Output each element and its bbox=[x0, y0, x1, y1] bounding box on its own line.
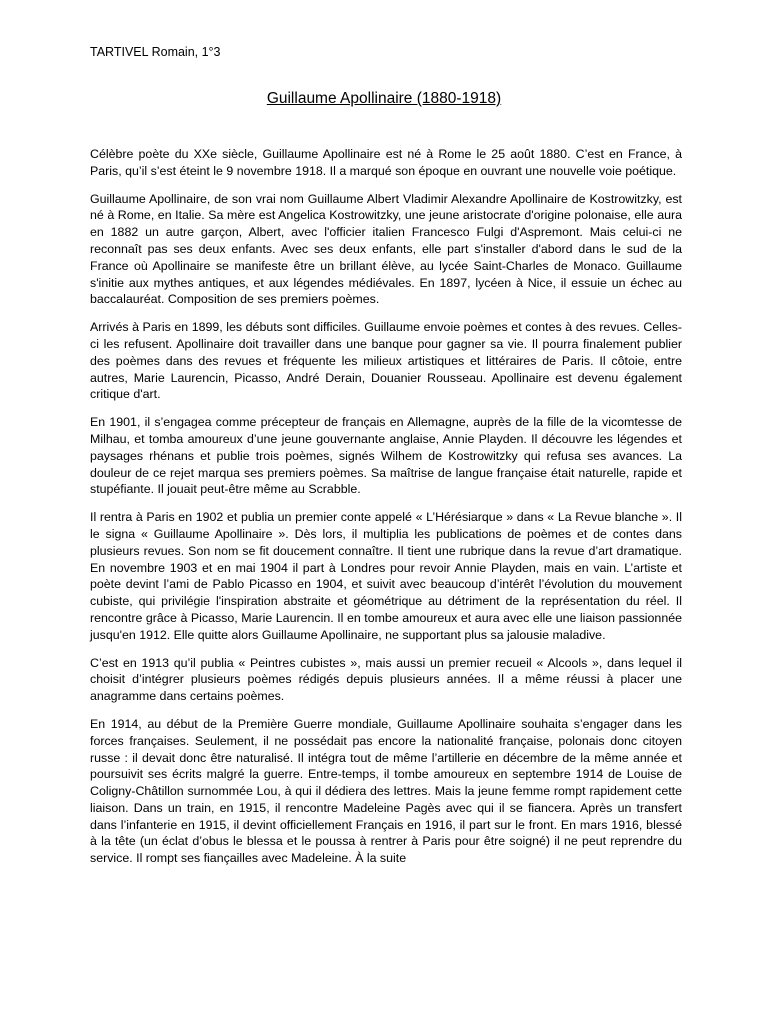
document-title: Guillaume Apollinaire (1880-1918) bbox=[266, 90, 502, 107]
document-body bbox=[90, 146, 682, 878]
author-line: TARTIVEL Romain, 1°3 bbox=[90, 45, 221, 59]
paragraph-origins: Guillaume Apollinaire, de son vrai nom Guillaume Albert Vladimir Alexandre Apollinaire de Kostrowitzky, est né à Rome, en Italie. Sa mère est Angelica Kostrowitzky, une jeune aristocrate d'origine polonaise, elle aura en 1882 un autre garçon, Albert, avec l'officier italien Francesco Fulgi d'Aspremont. Mais celui-ci ne reconnaît pas ses deux enfants. Avec ses deux enfants, elle part s'installer d'abord dans le sud de la France où Apollinaire se manifeste être un brillant élève, au lycée Saint-Charles de Monaco. Guillaume s'initie aux mythes antiques, et aux légendes médiévales. En 1897, lycéen à Nice, il essuie un échec au baccalauréat. Composition de ses premiers poèmes. bbox=[90, 191, 682, 307]
paragraph-paris-arrival: Arrivés à Paris en 1899, les débuts sont difficiles. Guillaume envoie poèmes et contes à des revues. Celles-ci les refusent. Apollinaire doit travailler dans une banque pour gagner sa vie. Il pourra finalement publier des poèmes dans des revues et fréquente les milieux artistiques et littéraires de Paris. Il côtoie, entre autres, Marie Laurencin, Picasso, André Derain, Douanier Rousseau. Apollinaire est devenu également critique d'art. bbox=[90, 320, 682, 402]
paragraph-alcools: C’est en 1913 qu’il publia « Peintres cubistes », mais aussi un premier recueil « Alcools », dans lequel il choisit d’intégrer plusieurs poèmes rédigés depuis plusieurs années. Il a même réussi à placer une anagramme dans certains poèmes. bbox=[90, 655, 682, 704]
paragraph-intro: Célèbre poète du XXe siècle, Guillaume Apollinaire est né à Rome le 25 août 1880. C’est en France, à Paris, qu’il s’est éteint le 9 novembre 1918. Il a marqué son époque en ouvrant une nouvelle voie poétique. bbox=[90, 147, 682, 178]
paragraph-return-paris: Il rentra à Paris en 1902 et publia un premier conte appelé « L’Hérésiarque » dans « La Revue blanche ». Il le signa « Guillaume Apollinaire ». Dès lors, il multiplia les publications de poèmes et de contes dans plusieurs revues. Son nom se fit doucement connaître. Il tient une rubrique dans la revue d’art dramatique. En novembre 1903 et en mai 1904 il part à Londres pour revoir Annie Playden, mais en vain. L’artiste et poète devint l’ami de Pablo Picasso en 1904, et suivit avec beaucoup d’intérêt l’évolution du mouvement cubiste, qui privilégie l'inspiration abstraite et géométrique au détriment de la représentation du réel. Il rencontre grâce à Picasso, Marie Laurencin. Il en tombe amoureux et aura avec elle une liaison passionnée jusqu'en 1912. Elle quitte alors Guillaume Apollinaire, ne supportant plus sa jalousie maladive. bbox=[90, 510, 682, 642]
paragraph-germany: En 1901, il s’engagea comme précepteur de français en Allemagne, auprès de la fille de la vicomtesse de Milhau, et tomba amoureux d’une jeune gouvernante anglaise, Annie Playden. Il découvre les légendes et paysages rhénans et publie trois poèmes, signés Wilhem de Kostrowitzky qui refusa ses avances. La douleur de ce rejet marqua ses premiers poèmes. Sa maîtrise de langue française était naturelle, rapide et stupéfiante. Il jouait peut-être même au Scrabble. bbox=[90, 415, 682, 497]
paragraph-war: En 1914, au début de la Première Guerre mondiale, Guillaume Apollinaire souhaita s’engager dans les forces françaises. Seulement, il ne possédait pas encore la nationalité française, polonais donc citoyen russe : il devait donc être naturalisé. Il intégra tout de même l’artillerie en décembre de la même année et poursuivit ses écrits malgré la guerre. Entre-temps, il tombe amoureux en septembre 1914 de Louise de Coligny-Châtillon surnommée Lou, à qui il dédiera des lettres. Mais la jeune femme rompt rapidement cette liaison. Dans un train, en 1915, il rencontre Madeleine Pagès avec qui il se fiancera. Après un transfert dans l’infanterie en 1915, il devint officiellement Français en 1916, il part sur le front. En mars 1916, blessé à la tête (un éclat d’obus le blessa et le poussa à rentrer à Paris pour être soigné) il ne peut reprendre du service. Il rompt ses fiançailles avec Madeleine. À la suite bbox=[90, 716, 682, 866]
